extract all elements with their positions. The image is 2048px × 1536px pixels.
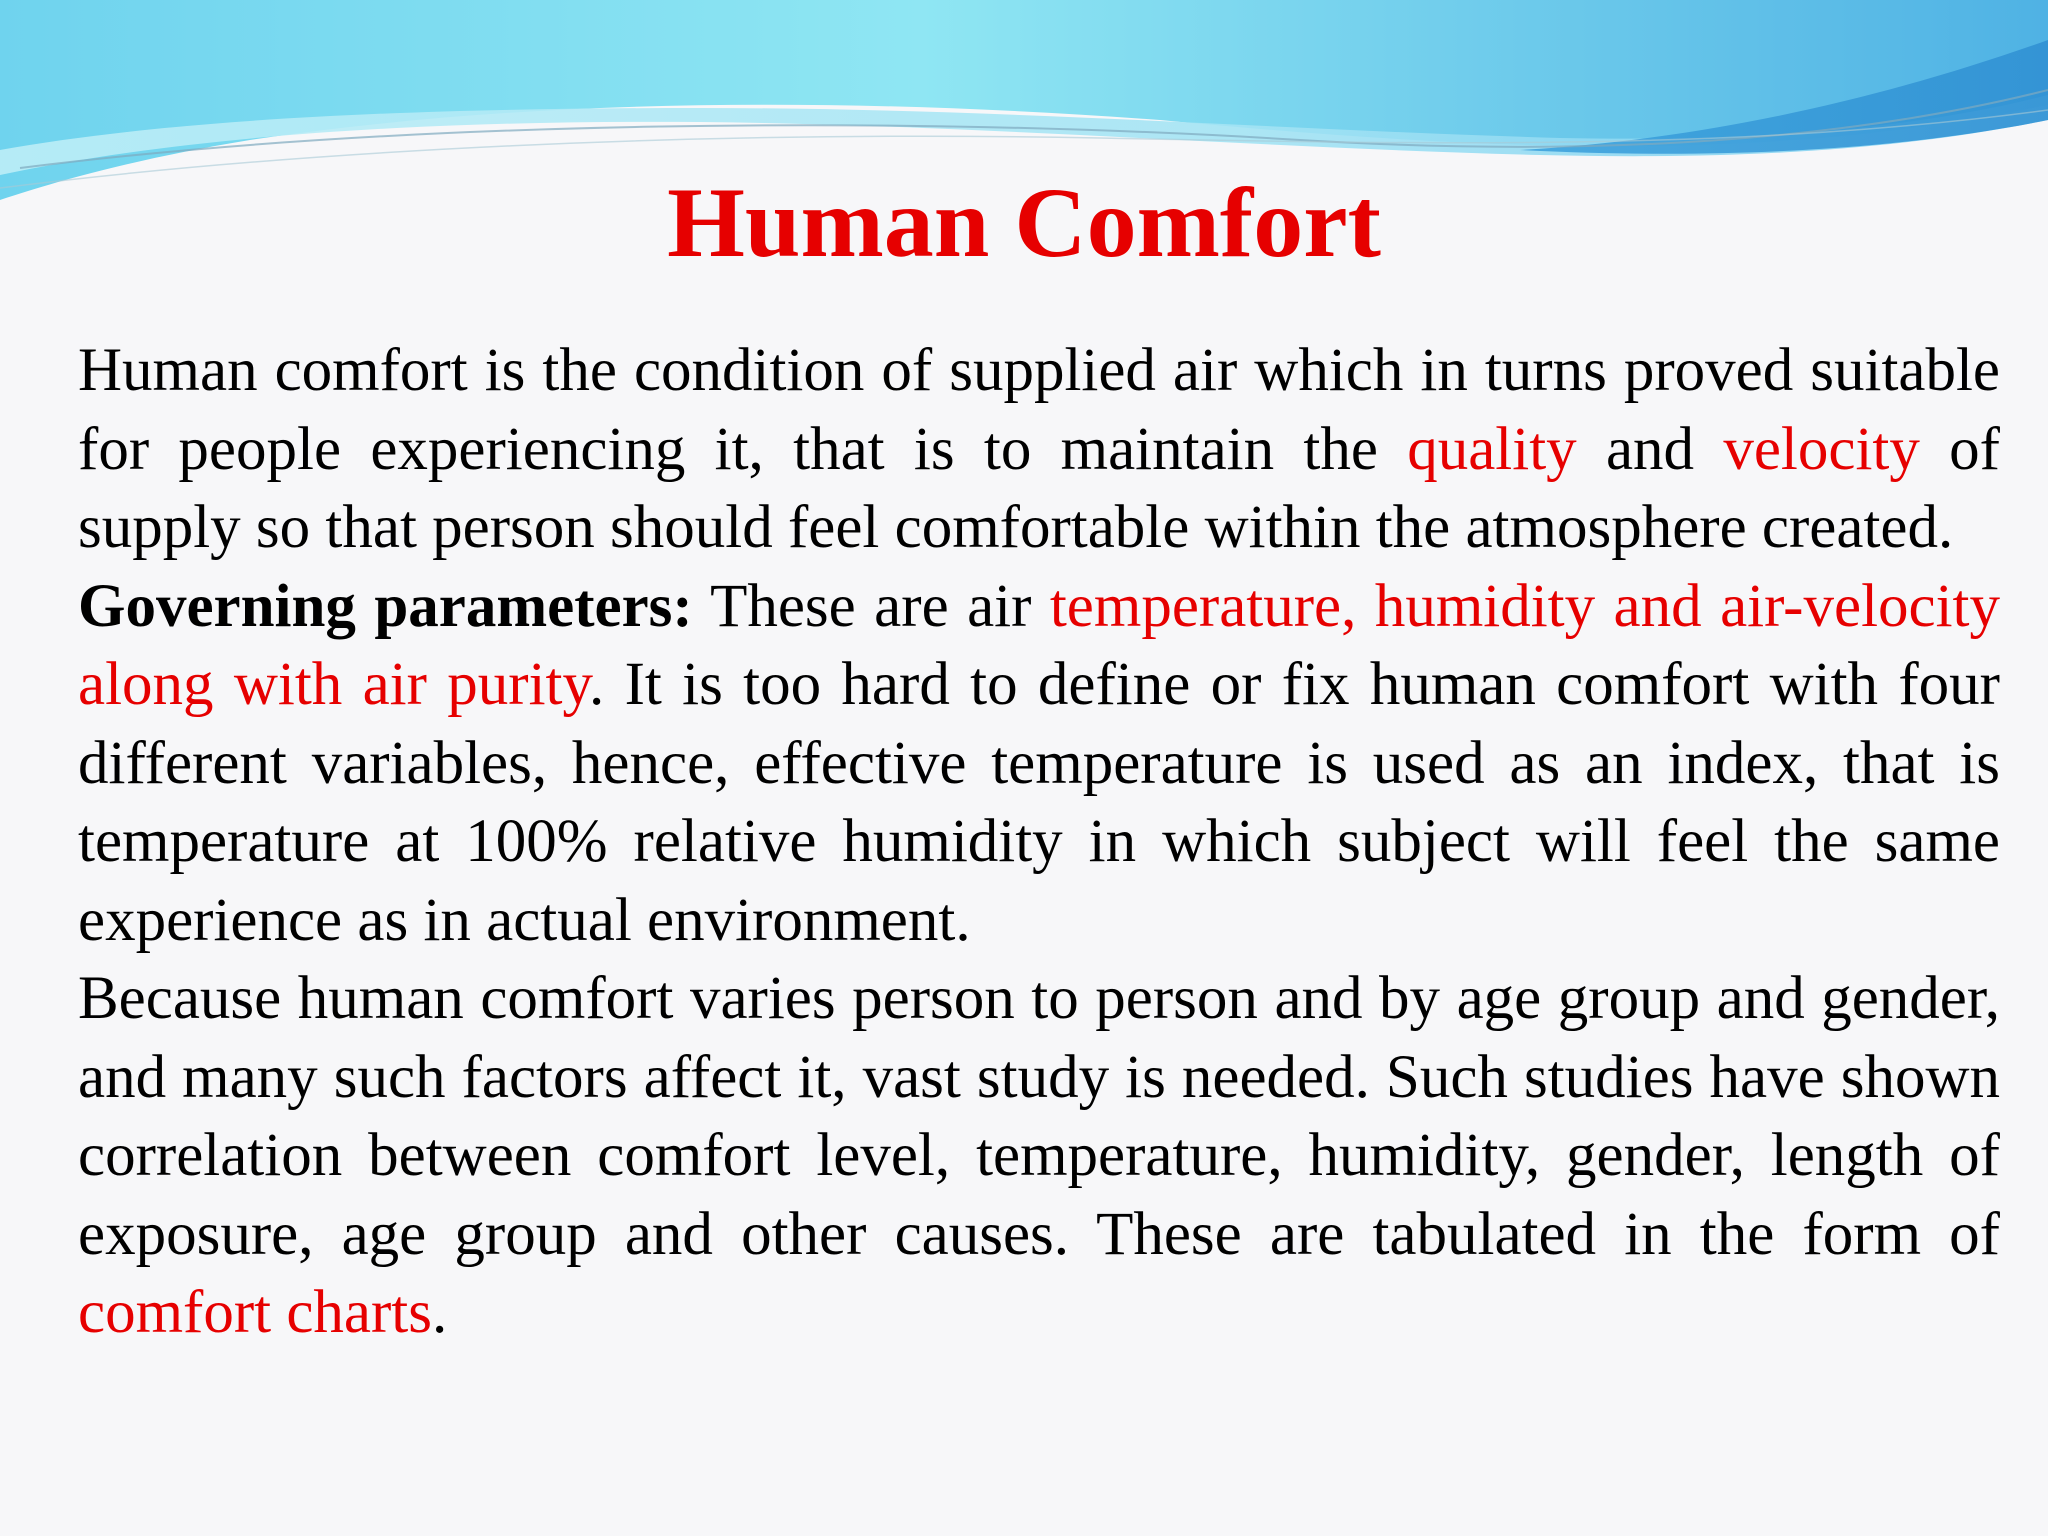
highlight-parameters: temperature, humidity and air-velocity along with air purity (78, 572, 2000, 718)
text-segment: Because human comfort varies person to person and by age group and gender, and many such factors affect it, vast study is needed. Such studies have shown correlation between comfort level, temperature, humidity, gender, length of exposure, age group and other causes. These are tabulated in the form of (78, 965, 2000, 1268)
text-segment: of supply so that person should feel comfortable within the atmosphere created. (78, 415, 2000, 561)
highlight-quality: quality (1407, 415, 1577, 483)
text-segment: Human comfort is the condition of supplied air which in turns proved suitable for people experiencing it, that is to maintain the (78, 337, 2000, 483)
highlight-velocity: velocity (1723, 415, 1920, 483)
text-segment: . It is too hard to define or fix human comfort with four different variables, hence, effective temperature is used as an index, that is temperature at 100% relative humidity in which subject will feel the same experience as in actual environment. (78, 651, 2000, 954)
paragraph-comfort-charts (78, 960, 2000, 1353)
text-segment: . (432, 1279, 448, 1346)
highlight-comfort-charts: comfort charts (78, 1279, 432, 1346)
text-segment: These are air (692, 572, 1050, 640)
governing-parameters-label: Governing parameters: (78, 572, 693, 640)
paragraph-definition (78, 332, 2000, 568)
text-segment: and (1576, 415, 1724, 483)
slide-title: Human Comfort (667, 167, 1381, 278)
slide-body (78, 332, 2000, 1353)
paragraph-governing-parameters (78, 568, 2000, 961)
